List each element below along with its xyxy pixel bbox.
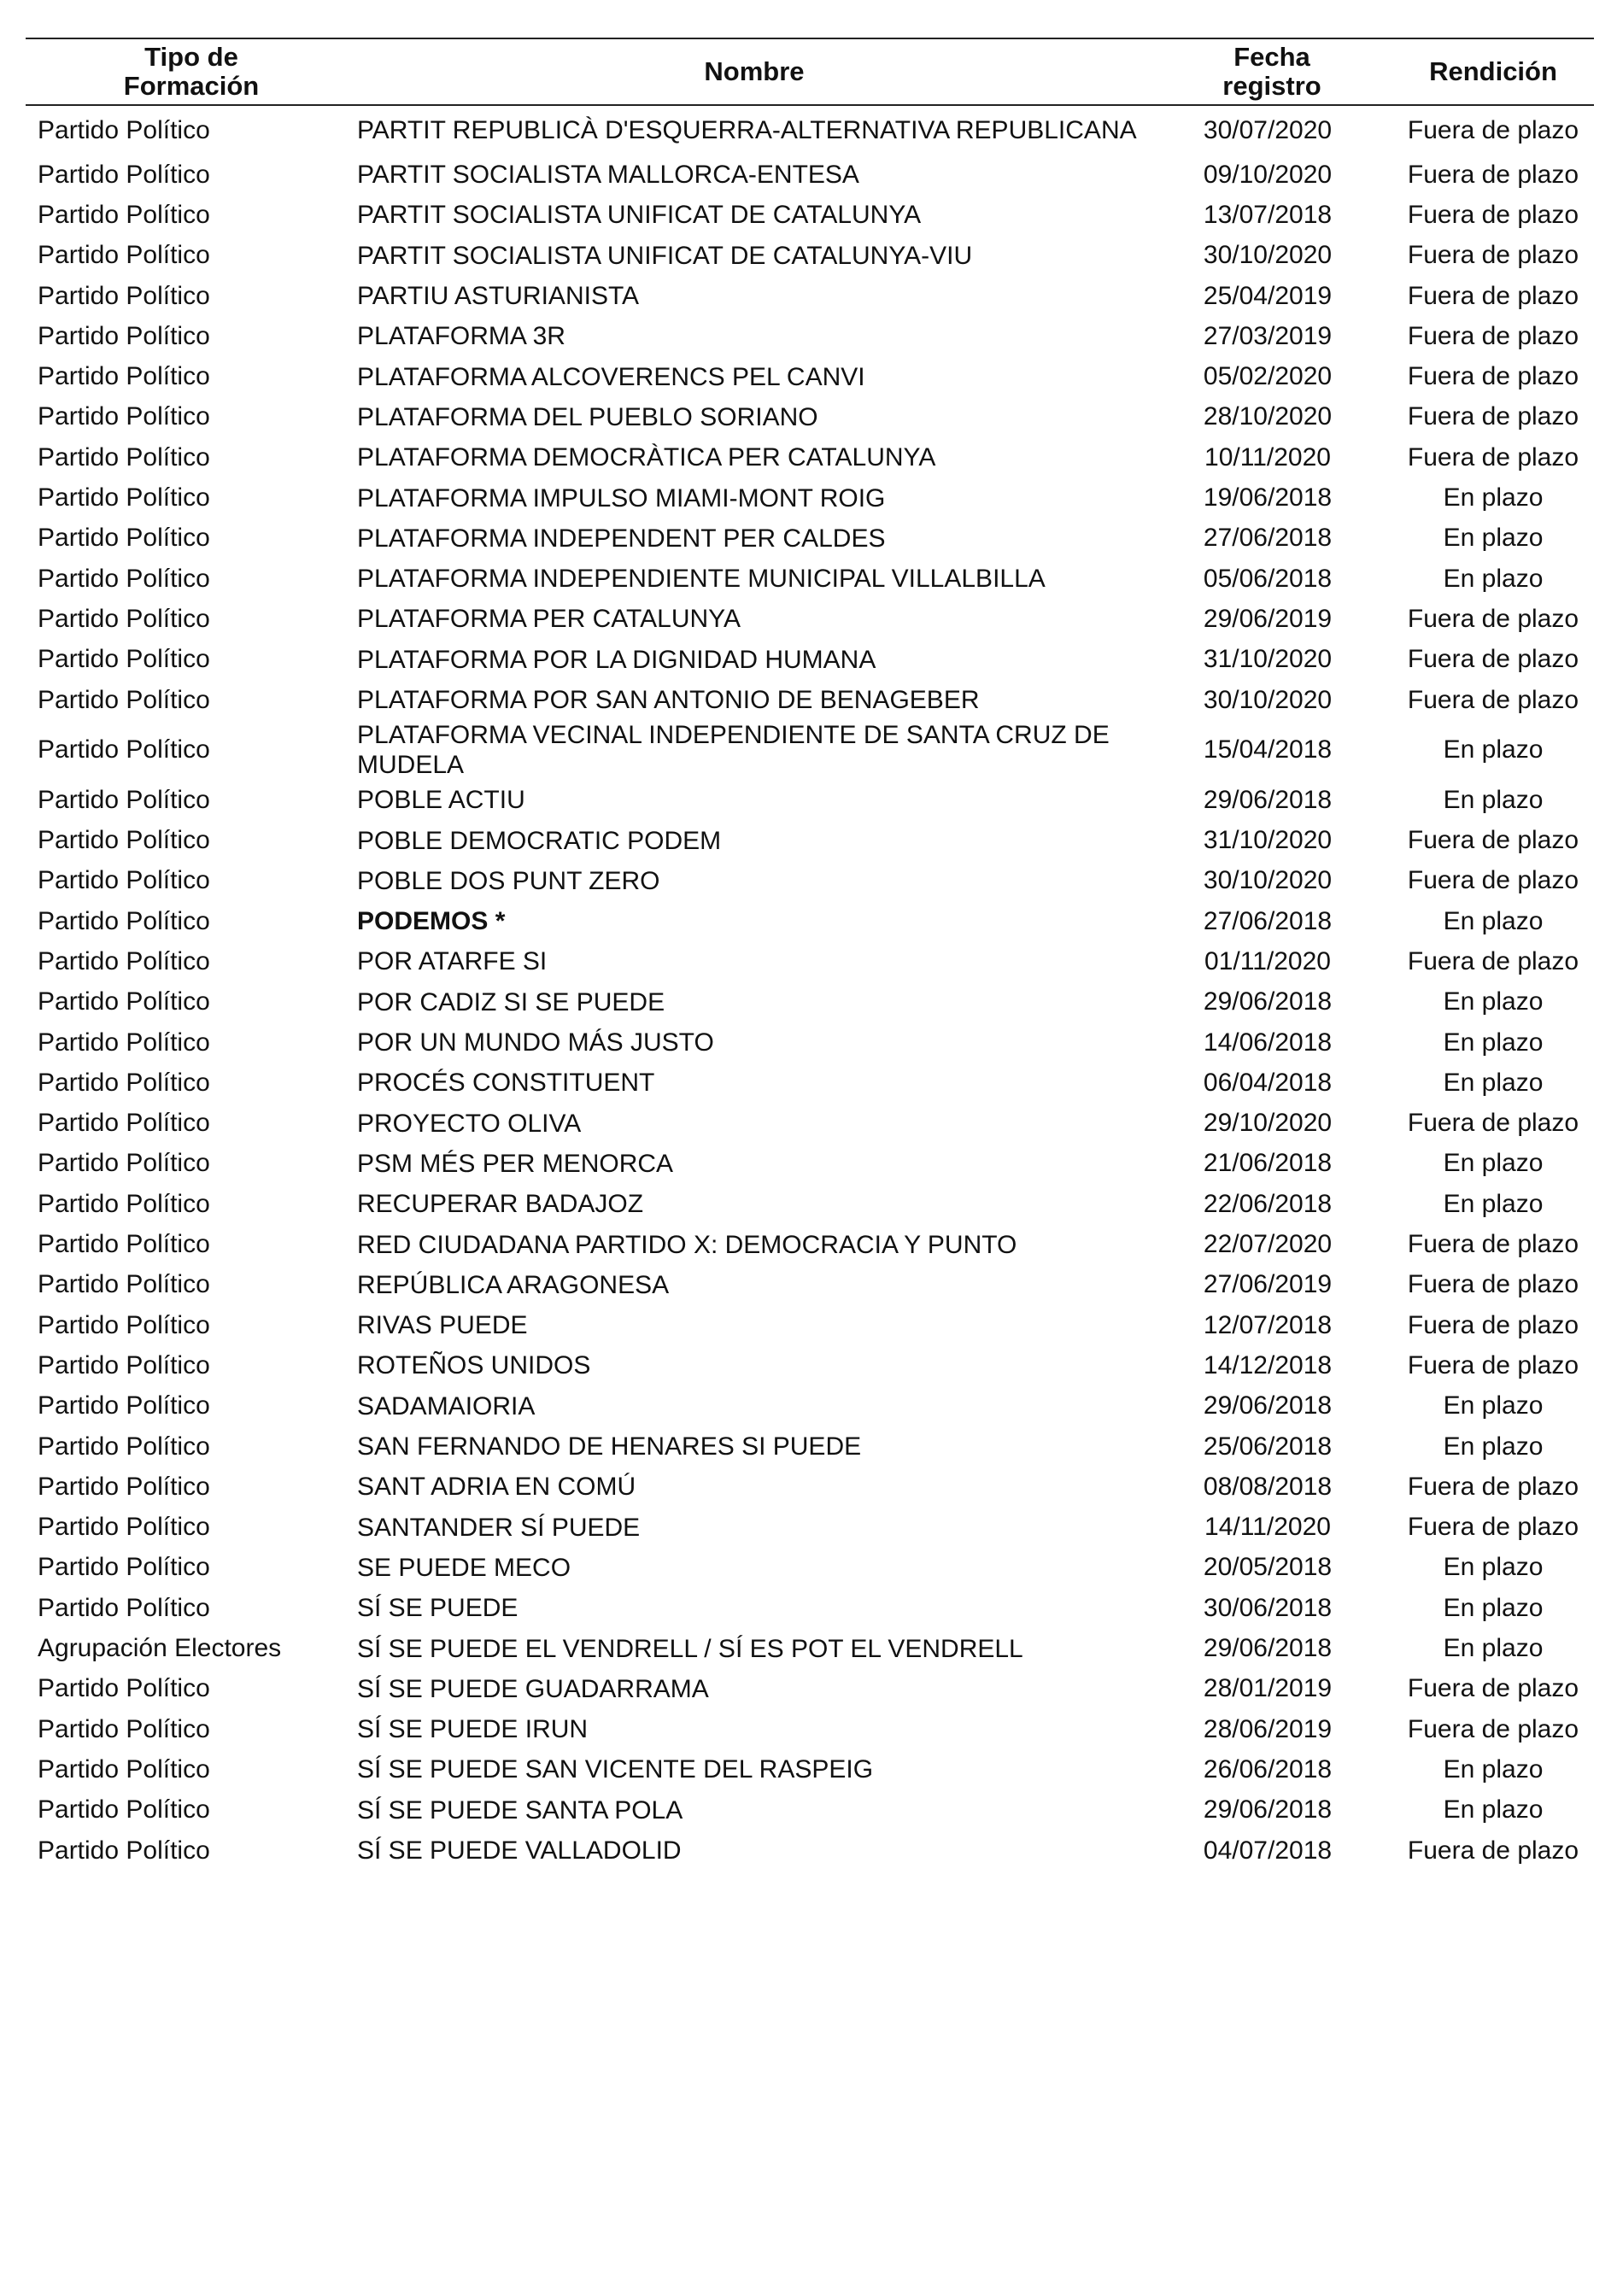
table-row (26, 1709, 1594, 1749)
cell-rendicion: Fuera de plazo (1407, 115, 1579, 144)
cell-rendicion: Fuera de plazo (1407, 1109, 1579, 1138)
cell-tipo: Partido Político (38, 1068, 210, 1097)
table-row (26, 559, 1594, 599)
cell-rendicion: Fuera de plazo (1407, 321, 1579, 350)
cell-nombre: SÍ SE PUEDE SAN VICENTE DEL RASPEIG (357, 1755, 874, 1784)
cell-rendicion: Fuera de plazo (1407, 946, 1579, 975)
cell-nombre: PLATAFORMA 3R (357, 322, 565, 351)
cell-fecha: 29/06/2018 (1203, 1391, 1333, 1420)
cell-tipo: Partido Político (38, 1553, 210, 1582)
table-row (26, 1063, 1594, 1103)
header-nombre: Nombre (357, 38, 1151, 105)
cell-fecha: 29/06/2018 (1203, 1795, 1333, 1824)
cell-fecha: 29/06/2018 (1203, 785, 1333, 814)
cell-tipo: Partido Político (38, 735, 210, 764)
cell-rendicion: Fuera de plazo (1407, 1513, 1579, 1542)
cell-tipo: Partido Político (38, 987, 210, 1016)
cell-rendicion: En plazo (1443, 1795, 1544, 1824)
cell-nombre: PROYECTO OLIVA (357, 1109, 582, 1138)
cell-rendicion: En plazo (1443, 1028, 1544, 1057)
cell-tipo: Partido Político (38, 1350, 210, 1379)
cell-tipo: Partido Político (38, 1593, 210, 1622)
table-row (26, 1669, 1594, 1709)
cell-nombre: PLATAFORMA DEMOCRÀTICA PER CATALUNYA (357, 443, 936, 472)
cell-nombre: SANT ADRIA EN COMÚ (357, 1473, 636, 1502)
table-row (26, 316, 1594, 356)
cell-fecha: 14/06/2018 (1203, 1028, 1333, 1057)
cell-rendicion: Fuera de plazo (1407, 645, 1579, 674)
cell-fecha: 20/05/2018 (1203, 1553, 1333, 1582)
cell-nombre: PLATAFORMA DEL PUEBLO SORIANO (357, 402, 818, 431)
cell-fecha: 28/06/2019 (1203, 1714, 1333, 1743)
cell-rendicion: Fuera de plazo (1407, 1714, 1579, 1743)
cell-nombre: POBLE ACTIU (357, 786, 525, 815)
table-row (26, 477, 1594, 518)
cell-fecha: 21/06/2018 (1203, 1149, 1333, 1178)
table-row (26, 1508, 1594, 1548)
cell-rendicion: Fuera de plazo (1407, 241, 1579, 270)
cell-tipo: Partido Político (38, 1270, 210, 1299)
cell-fecha: 30/07/2020 (1203, 115, 1333, 144)
cell-rendicion: Fuera de plazo (1407, 200, 1579, 229)
cell-nombre: PLATAFORMA IMPULSO MIAMI-MONT ROIG (357, 483, 886, 512)
table-row (26, 105, 1594, 155)
cell-nombre: PROCÉS CONSTITUENT (357, 1069, 655, 1098)
cell-tipo: Partido Político (38, 200, 210, 229)
cell-rendicion: En plazo (1443, 1068, 1544, 1097)
cell-nombre: PLATAFORMA INDEPENDENT PER CALDES (357, 524, 886, 553)
table-row (26, 640, 1594, 680)
cell-rendicion: Fuera de plazo (1407, 866, 1579, 895)
cell-tipo: Partido Político (38, 402, 210, 431)
table-row (26, 1022, 1594, 1063)
table-row (26, 1588, 1594, 1628)
table-row (26, 599, 1594, 639)
cell-rendicion: Fuera de plazo (1407, 1836, 1579, 1865)
cell-fecha: 13/07/2018 (1203, 200, 1333, 229)
cell-tipo: Partido Político (38, 604, 210, 633)
cell-nombre: PLATAFORMA POR SAN ANTONIO DE BENAGEBER (357, 686, 980, 714)
table-row (26, 1265, 1594, 1305)
cell-nombre: SÍ SE PUEDE SANTA POLA (357, 1795, 683, 1824)
cell-tipo: Agrupación Electores (38, 1634, 282, 1663)
cell-fecha: 30/06/2018 (1203, 1593, 1333, 1622)
cell-rendicion: Fuera de plazo (1407, 442, 1579, 472)
cell-tipo: Partido Político (38, 483, 210, 512)
cell-tipo: Partido Político (38, 906, 210, 935)
cell-fecha: 31/10/2020 (1203, 826, 1333, 855)
cell-fecha: 05/02/2020 (1203, 362, 1333, 391)
cell-fecha: 14/12/2018 (1203, 1350, 1333, 1379)
cell-nombre: SÍ SE PUEDE VALLADOLID (357, 1836, 682, 1866)
cell-rendicion: Fuera de plazo (1407, 685, 1579, 714)
cell-tipo: Partido Político (38, 281, 210, 310)
table-row (26, 1345, 1594, 1385)
cell-tipo: Partido Político (38, 1836, 210, 1865)
cell-fecha: 29/10/2020 (1203, 1109, 1333, 1138)
cell-nombre: PARTIU ASTURIANISTA (357, 282, 640, 311)
cell-rendicion: Fuera de plazo (1407, 604, 1579, 633)
cell-tipo: Partido Político (38, 685, 210, 714)
header-tipo-line1: Tipo de (144, 42, 238, 72)
table-row (26, 982, 1594, 1022)
table-row (26, 1628, 1594, 1668)
table-row (26, 1224, 1594, 1264)
cell-fecha: 28/10/2020 (1203, 402, 1333, 431)
cell-nombre: POR UN MUNDO MÁS JUSTO (357, 1028, 714, 1057)
table-row (26, 195, 1594, 235)
cell-fecha: 14/11/2020 (1204, 1513, 1331, 1542)
table-row (26, 1467, 1594, 1507)
header-tipo (26, 38, 357, 105)
cell-tipo: Partido Político (38, 1230, 210, 1259)
cell-fecha: 29/06/2018 (1203, 987, 1333, 1016)
cell-rendicion: Fuera de plazo (1407, 1270, 1579, 1299)
table-row (26, 276, 1594, 316)
cell-rendicion: En plazo (1443, 564, 1544, 593)
cell-fecha: 22/07/2020 (1203, 1230, 1333, 1259)
cell-tipo: Partido Político (38, 1391, 210, 1420)
cell-tipo: Partido Político (38, 1109, 210, 1138)
table-row (26, 1426, 1594, 1467)
cell-nombre: PLATAFORMA PER CATALUNYA (357, 605, 741, 634)
cell-tipo: Partido Político (38, 564, 210, 593)
cell-rendicion: En plazo (1443, 987, 1544, 1016)
cell-tipo: Partido Político (38, 524, 210, 553)
cell-fecha: 30/10/2020 (1203, 241, 1333, 270)
cell-rendicion: Fuera de plazo (1407, 281, 1579, 310)
table-row (26, 1548, 1594, 1588)
cell-nombre: SÍ SE PUEDE EL VENDRELL / SÍ ES POT EL VENDRELL (357, 1634, 1023, 1663)
table-row (26, 820, 1594, 860)
table-row (26, 1749, 1594, 1789)
cell-fecha: 15/04/2018 (1203, 735, 1333, 764)
cell-fecha: 12/07/2018 (1203, 1310, 1333, 1339)
cell-nombre: POBLE DEMOCRATIC PODEM (357, 826, 722, 855)
cell-nombre: SE PUEDE MECO (357, 1553, 571, 1582)
cell-rendicion: Fuera de plazo (1407, 1472, 1579, 1501)
cell-tipo: Partido Político (38, 362, 210, 391)
header-rendicion: Rendición (1392, 38, 1594, 105)
table-row (26, 1305, 1594, 1345)
cell-rendicion: Fuera de plazo (1407, 362, 1579, 391)
cell-fecha: 26/06/2018 (1203, 1754, 1333, 1784)
header-fecha (1151, 38, 1392, 105)
cell-rendicion: En plazo (1443, 1189, 1544, 1218)
table-row (26, 1184, 1594, 1224)
cell-tipo: Partido Político (38, 1513, 210, 1542)
table-row (26, 437, 1594, 477)
cell-rendicion: En plazo (1443, 1149, 1544, 1178)
cell-tipo: Partido Político (38, 1714, 210, 1743)
cell-tipo: Partido Político (38, 1028, 210, 1057)
cell-fecha: 27/06/2018 (1203, 524, 1333, 553)
table-row (26, 720, 1594, 780)
cell-nombre: SADAMAIORIA (357, 1391, 536, 1420)
table-row (26, 518, 1594, 559)
table-row (26, 1144, 1594, 1184)
table-row (26, 1830, 1594, 1871)
table-row (26, 901, 1594, 941)
table-row (26, 780, 1594, 820)
cell-nombre: PARTIT SOCIALISTA UNIFICAT DE CATALUNYA-VIU (357, 241, 973, 270)
cell-tipo: Partido Político (38, 645, 210, 674)
cell-nombre: ROTEÑOS UNIDOS (357, 1351, 591, 1380)
cell-nombre: SÍ SE PUEDE GUADARRAMA (357, 1674, 709, 1703)
cell-nombre: PLATAFORMA ALCOVERENCS PEL CANVI (357, 362, 865, 391)
header-tipo-line2: Formación (123, 71, 260, 101)
cell-rendicion: En plazo (1443, 1391, 1544, 1420)
cell-tipo: Partido Político (38, 1754, 210, 1784)
table-row (26, 941, 1594, 981)
cell-fecha: 29/06/2019 (1203, 604, 1333, 633)
cell-nombre: PSM MÉS PER MENORCA (357, 1149, 674, 1178)
cell-tipo: Partido Político (38, 115, 210, 144)
cell-rendicion: Fuera de plazo (1407, 1310, 1579, 1339)
cell-fecha: 22/06/2018 (1203, 1189, 1333, 1218)
cell-tipo: Partido Político (38, 866, 210, 895)
table-row (26, 155, 1594, 195)
cell-rendicion: En plazo (1443, 1432, 1544, 1461)
cell-fecha: 27/03/2019 (1203, 321, 1333, 350)
cell-tipo: Partido Político (38, 160, 210, 189)
cell-nombre: PLATAFORMA POR LA DIGNIDAD HUMANA (357, 645, 876, 674)
cell-tipo: Partido Político (38, 785, 210, 814)
cell-rendicion: Fuera de plazo (1407, 1230, 1579, 1259)
cell-nombre: PARTIT SOCIALISTA UNIFICAT DE CATALUNYA (357, 201, 922, 230)
cell-nombre: SAN FERNANDO DE HENARES SI PUEDE (357, 1432, 862, 1461)
cell-fecha: 25/06/2018 (1203, 1432, 1333, 1461)
table-row (26, 1104, 1594, 1144)
cell-rendicion: En plazo (1443, 785, 1544, 814)
cell-nombre: POR ATARFE SI (357, 947, 548, 976)
cell-tipo: Partido Político (38, 1674, 210, 1703)
table-header-row (26, 38, 1594, 105)
cell-nombre: POR CADIZ SI SE PUEDE (357, 987, 665, 1016)
cell-tipo: Partido Político (38, 826, 210, 855)
cell-nombre: REPÚBLICA ARAGONESA (357, 1270, 670, 1299)
cell-fecha: 27/06/2019 (1203, 1270, 1333, 1299)
cell-tipo: Partido Político (38, 442, 210, 472)
cell-nombre: RIVAS PUEDE (357, 1311, 528, 1340)
cell-fecha: 30/10/2020 (1203, 685, 1333, 714)
cell-fecha: 06/04/2018 (1203, 1068, 1333, 1097)
cell-nombre: PARTIT REPUBLICÀ D'ESQUERRA-ALTERNATIVA REPUBLICANA (357, 116, 1137, 144)
cell-fecha: 31/10/2020 (1203, 645, 1333, 674)
cell-rendicion: En plazo (1443, 524, 1544, 553)
cell-nombre: PLATAFORMA VECINAL INDEPENDIENTE DE SANTA CRUZ DE MUDELA (357, 721, 1110, 780)
cell-tipo: Partido Político (38, 1432, 210, 1461)
cell-fecha: 10/11/2020 (1204, 442, 1331, 472)
cell-fecha: 30/10/2020 (1203, 866, 1333, 895)
cell-fecha: 08/08/2018 (1203, 1472, 1333, 1501)
cell-fecha: 29/06/2018 (1203, 1634, 1333, 1663)
cell-nombre: PODEMOS * (357, 907, 506, 936)
cell-rendicion: En plazo (1443, 1754, 1544, 1784)
cell-fecha: 05/06/2018 (1203, 564, 1333, 593)
table-body (26, 105, 1594, 1871)
cell-fecha: 01/11/2020 (1204, 946, 1331, 975)
cell-nombre: SÍ SE PUEDE IRUN (357, 1715, 589, 1744)
cell-nombre: POBLE DOS PUNT ZERO (357, 866, 660, 895)
cell-tipo: Partido Político (38, 1310, 210, 1339)
table-row (26, 1790, 1594, 1830)
cell-fecha: 28/01/2019 (1203, 1674, 1333, 1703)
cell-rendicion: Fuera de plazo (1407, 1674, 1579, 1703)
cell-rendicion: Fuera de plazo (1407, 826, 1579, 855)
cell-rendicion: En plazo (1443, 1593, 1544, 1622)
cell-tipo: Partido Político (38, 321, 210, 350)
cell-rendicion: En plazo (1443, 1553, 1544, 1582)
header-fecha-line1: Fecha (1233, 42, 1310, 72)
document-page (26, 38, 1594, 1871)
cell-tipo: Partido Político (38, 1189, 210, 1218)
cell-tipo: Partido Político (38, 1472, 210, 1501)
cell-rendicion: En plazo (1443, 735, 1544, 764)
cell-fecha: 09/10/2020 (1203, 160, 1333, 189)
header-fecha-line2: registro (1222, 71, 1321, 101)
cell-nombre: RED CIUDADANA PARTIDO X: DEMOCRACIA Y PUNTO (357, 1230, 1017, 1259)
cell-tipo: Partido Político (38, 241, 210, 270)
cell-tipo: Partido Político (38, 1149, 210, 1178)
cell-nombre: PARTIT SOCIALISTA MALLORCA-ENTESA (357, 161, 859, 190)
table-row (26, 236, 1594, 276)
cell-rendicion: En plazo (1443, 483, 1544, 512)
cell-rendicion: En plazo (1443, 906, 1544, 935)
table-row (26, 680, 1594, 720)
cell-fecha: 25/04/2019 (1203, 281, 1333, 310)
table-row (26, 861, 1594, 901)
cell-fecha: 27/06/2018 (1203, 906, 1333, 935)
cell-nombre: PLATAFORMA INDEPENDIENTE MUNICIPAL VILLALBILLA (357, 565, 1046, 594)
cell-rendicion: Fuera de plazo (1407, 402, 1579, 431)
cell-fecha: 19/06/2018 (1203, 483, 1333, 512)
cell-rendicion: En plazo (1443, 1634, 1544, 1663)
cell-rendicion: Fuera de plazo (1407, 1350, 1579, 1379)
table-row (26, 397, 1594, 437)
formaciones-table (26, 38, 1594, 1871)
table-row (26, 356, 1594, 396)
cell-nombre: SÍ SE PUEDE (357, 1594, 519, 1623)
cell-fecha: 04/07/2018 (1203, 1836, 1333, 1865)
cell-nombre: SANTANDER SÍ PUEDE (357, 1513, 641, 1542)
table-row (26, 1386, 1594, 1426)
cell-tipo: Partido Político (38, 1795, 210, 1824)
cell-rendicion: Fuera de plazo (1407, 160, 1579, 189)
cell-tipo: Partido Político (38, 946, 210, 975)
cell-nombre: RECUPERAR BADAJOZ (357, 1190, 644, 1219)
